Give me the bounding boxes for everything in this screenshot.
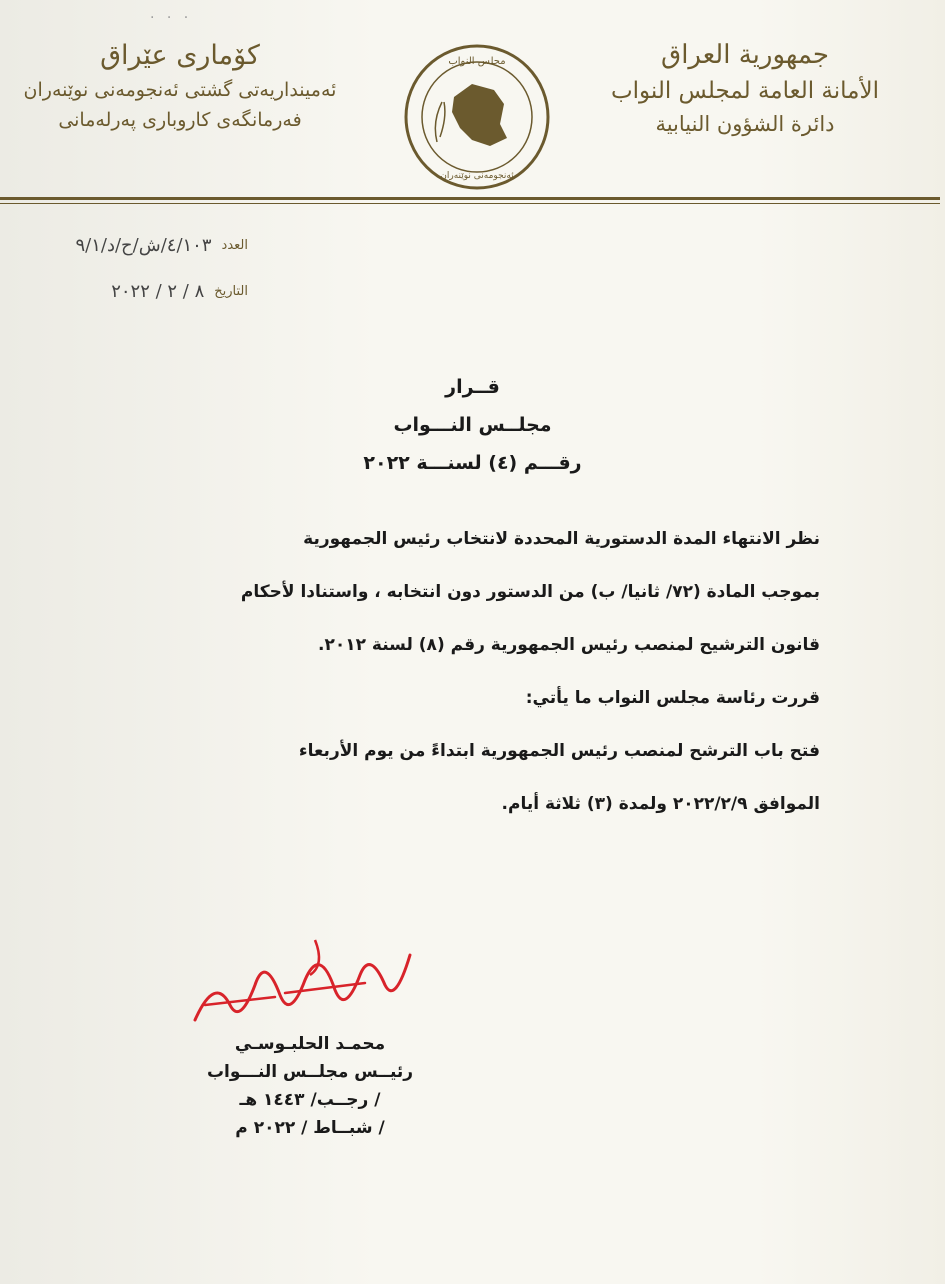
secretariat-name-kurdish: ئەمینداریەتی گشتی ئەنجومەنی نوێنەران — [23, 79, 337, 101]
body-line: الموافق ٢٠٢٢/٢/٩ ولمدة (٣) ثلاثة أيام. — [501, 794, 820, 814]
body-line: فتح باب الترشح لمنصب رئيس الجمهورية ابتداءً من يوم الأربعاء — [298, 741, 820, 761]
scan-artifact-dots: . . . — [150, 6, 193, 22]
parliament-seal-icon — [402, 42, 552, 192]
handwritten-signature-icon — [185, 935, 425, 1035]
signatory-name: محمـد الحلبـوسـي — [234, 1034, 386, 1054]
body-line: بموجب المادة (٧٢/ ثانيا/ ب) من الدستور دون انتخابه ، واستنادا لأحكام — [240, 582, 820, 602]
secretariat-name-arabic: الأمانة العامة لمجلس النواب — [610, 78, 879, 104]
signatory-position: رئيــس مجلــس النـــواب — [206, 1062, 414, 1082]
decision-body — [130, 513, 820, 831]
country-name-arabic: جمهورية العراق — [661, 40, 829, 70]
signature-block — [180, 1030, 440, 1142]
letterhead-arabic — [595, 40, 895, 136]
reference-number-row — [8, 222, 248, 268]
title-number: رقـــم (٤) لسنـــة ٢٠٢٢ — [363, 452, 582, 474]
reference-number-label: العدد — [221, 237, 248, 253]
reference-number-value: ٤/١٠٣/ش/ح/د/٩/١ — [75, 234, 212, 256]
department-name-kurdish: فەرمانگەی کاروباری پەرلەمانی — [58, 109, 302, 131]
hijri-date: / رجــب/ ١٤٤٣ هـ — [239, 1090, 381, 1110]
reference-date-value: ٨ / ٢ / ٢٠٢٢ — [111, 280, 205, 302]
body-line: قانون الترشيح لمنصب رئيس الجمهورية رقم (٨) لسنة ٢٠١٢. — [318, 635, 820, 655]
seal-bottom-text: ئەنجومەنی نوێنەران — [440, 171, 514, 181]
gregorian-date: / شبــاط / ٢٠٢٢ م — [235, 1118, 385, 1138]
title-council: مجلــس النـــواب — [393, 414, 552, 436]
reference-block — [8, 222, 248, 314]
country-name-kurdish: کۆماری عێراق — [100, 40, 260, 71]
letterhead-kurdish — [10, 40, 350, 131]
body-line: نظر الانتهاء المدة الدستورية المحددة لانتخاب رئيس الجمهورية — [303, 529, 820, 549]
department-name-arabic: دائرة الشؤون النيابية — [655, 112, 835, 136]
body-line: قررت رئاسة مجلس النواب ما يأتي: — [525, 688, 820, 708]
seal-top-text: مجلس النواب — [448, 56, 506, 67]
decision-title — [0, 368, 945, 482]
reference-date-row — [8, 268, 248, 314]
header-divider-thin — [0, 203, 940, 204]
reference-date-label: التاريخ — [214, 283, 248, 299]
title-decision: قــرار — [445, 376, 500, 398]
header-divider — [0, 197, 940, 200]
